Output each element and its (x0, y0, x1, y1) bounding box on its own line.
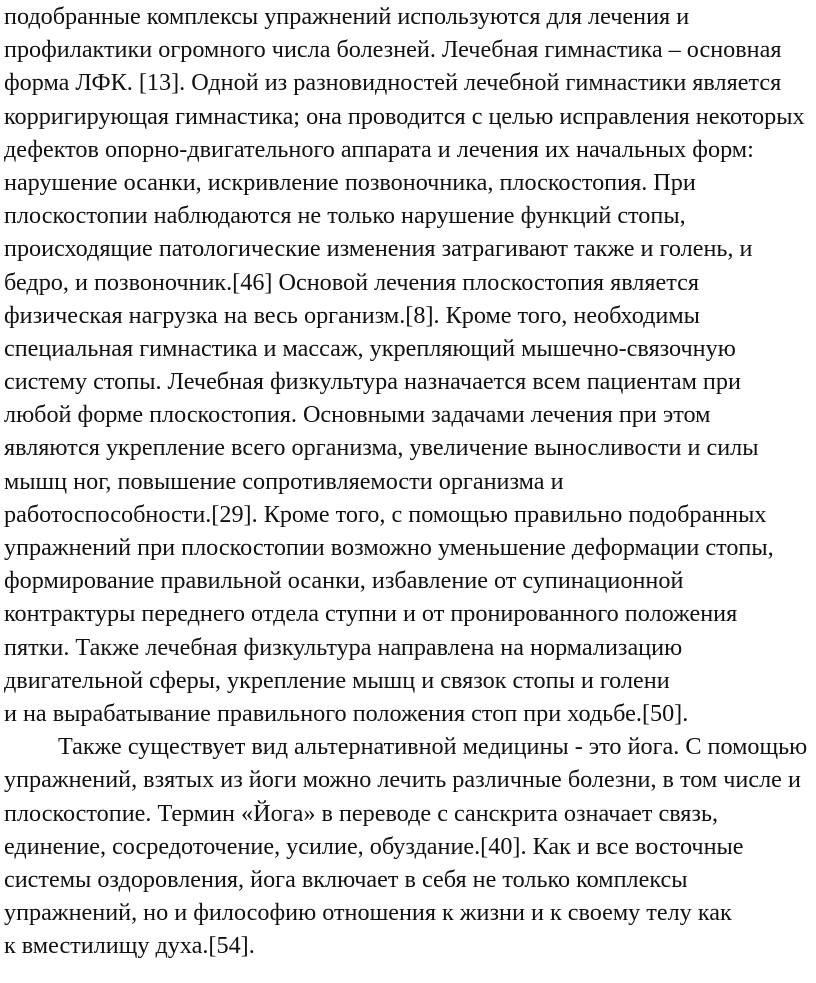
text-line: работоспособности.[29]. Кроме того, с помощью правильно подобранных (4, 500, 767, 528)
text-line: дефектов опорно-двигательного аппарата и лечения их начальных форм: (4, 135, 754, 163)
text-line: и на вырабатывание правильного положения стоп при ходьбе.[50]. (4, 699, 689, 727)
text-line: бедро, и позвоночник.[46] Основой лечения плоскостопия является (4, 268, 699, 296)
text-line: нарушение осанки, искривление позвоночника, плоскостопия. При (4, 168, 696, 196)
text-line: упражнений, но и философию отношения к жизни и к своему телу как (4, 899, 732, 927)
text-line: плоскостопии наблюдаются не только нарушение функций стопы, (4, 202, 686, 230)
text-line: к вместилищу духа.[54]. (4, 932, 255, 960)
text-line: пятки. Также лечебная физкультура направлена на нормализацию (4, 633, 683, 661)
text-line: профилактики огромного числа болезней. Лечебная гимнастика – основная (4, 36, 782, 64)
text-line: подобранные комплексы упражнений используются для лечения и (4, 3, 690, 30)
text-line: происходящие патологические изменения затрагивают также и голень, и (4, 235, 753, 263)
text-line: являются укрепление всего организма, увеличение выносливости и силы (4, 434, 759, 462)
text-line: специальная гимнастика и массаж, укрепляющий мышечно-связочную (4, 334, 736, 362)
text-line: плоскостопие. Термин «Йога» в переводе с санскрита означает связь, (4, 799, 719, 827)
body-text (4, 0, 816, 962)
text-line: любой форме плоскостопия. Основными задачами лечения при этом (4, 401, 711, 429)
text-line: физическая нагрузка на весь организм.[8]. Кроме того, необходимы (4, 301, 700, 329)
text-line: корригирующая гимнастика; она проводится с целью исправления некоторых (4, 102, 805, 130)
text-line: формирование правильной осанки, избавление от супинационной (4, 567, 684, 595)
text-line: упражнений при плоскостопии возможно уменьшение деформации стопы, (4, 534, 774, 561)
paragraph-first-line: Также существует вид альтернативной медицины - это йога. С помощью (58, 733, 808, 761)
text-line: контрактуры переднего отдела ступни и от пронированного положения (4, 600, 738, 628)
text-line: двигательной сферы, укрепление мышц и связок стопы и голени (4, 666, 670, 694)
text-line: форма ЛФК. [13]. Одной из разновидностей лечебной гимнастики является (4, 69, 782, 97)
text-line: системы оздоровления, йога включает в себя не только комплексы (4, 865, 688, 893)
text-line: упражнений, взятых из йоги можно лечить различные болезни, в том числе и (4, 766, 801, 794)
text-line: мышц ног, повышение сопротивляемости организма и (4, 467, 564, 495)
text-line: единение, сосредоточение, усилие, обуздание.[40]. Как и все восточные (4, 832, 744, 860)
text-line: систему стопы. Лечебная физкультура назначается всем пациентам при (4, 368, 741, 396)
